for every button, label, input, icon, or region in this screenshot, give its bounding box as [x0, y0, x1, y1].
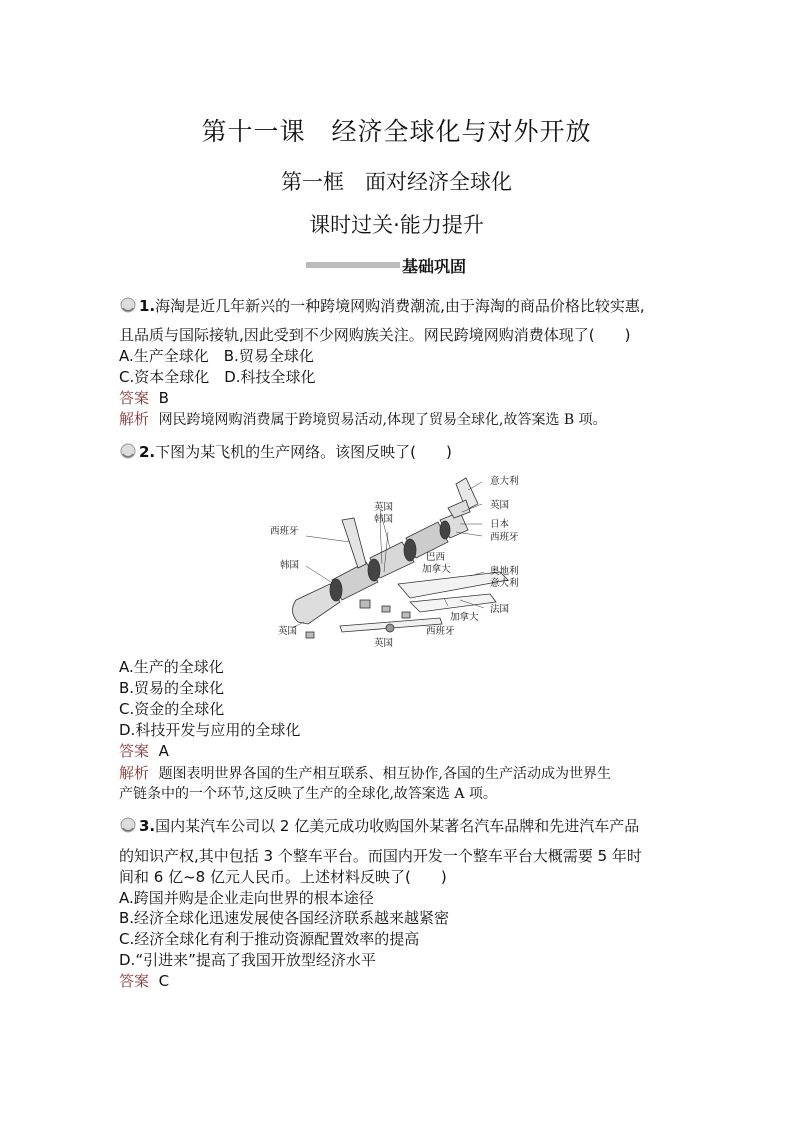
label-spain: 西班牙 [270, 526, 299, 537]
explanation-text: 题图表明世界各国的生产相互联系、相互协作,各国的生产活动成为世界生 [158, 766, 612, 782]
answer-value: A [158, 742, 169, 760]
q2-option-c: C.资金的全球化 [119, 700, 225, 718]
q1-options-line2: C.资本全球化 D.科技全球化 [119, 368, 316, 386]
label-france: 法国 [490, 604, 510, 615]
q3-answer [119, 971, 169, 991]
sub-title: 课时过关·能力提升 [309, 213, 484, 237]
section-label: 基础巩固 [402, 256, 467, 276]
q3-option-c: C.经济全球化有利于推动资源配置效率的提高 [119, 930, 420, 948]
q2-option-b: B.贸易的全球化 [119, 679, 225, 697]
explanation-text: 网民跨境网购消费属于跨境贸易活动,体现了贸易全球化,故答案选 B 项。 [158, 412, 607, 428]
answer-label: 答案 [119, 742, 150, 760]
explanation-label: 解析 [119, 764, 150, 782]
q2-option-a: A.生产的全球化 [119, 658, 224, 676]
q2-stem-line1 [119, 442, 452, 462]
q2-number: 2. [139, 443, 156, 461]
answer-value: B [158, 389, 169, 407]
question-bullet-icon [119, 816, 137, 834]
q3-stem-line1 [119, 816, 639, 836]
label-italy: 意大利 [490, 578, 519, 589]
label-austria: 奥地利 [490, 566, 519, 577]
q3-stem-line3: 间和 6 亿~8 亿元人民币。上述材料反映了( ) [119, 868, 447, 886]
lesson-title: 第十一课 经济全球化与对外开放 [201, 117, 592, 146]
q3-stem-text: 国内某汽车公司以 2 亿美元成功收购国外某著名汽车品牌和先进汽车产品 [155, 817, 640, 835]
q2-answer [119, 741, 169, 761]
q3-option-a: A.跨国并购是企业走向世界的根本途径 [119, 889, 374, 907]
label-uk: 英国 [374, 502, 394, 513]
label-korea: 韩国 [280, 560, 300, 571]
q1-answer [119, 388, 169, 408]
question-bullet-icon [119, 442, 137, 460]
explanation-label: 解析 [119, 410, 150, 428]
label-korea: 韩国 [374, 514, 394, 525]
q2-stem-text: 下图为某飞机的生产网络。该图反映了( ) [155, 443, 452, 461]
q1-stem-text: 海淘是近几年新兴的一种跨境网购消费潮流,由于海淘的商品价格比较实惠, [155, 297, 645, 315]
label-italy: 意大利 [490, 476, 519, 487]
q3-option-b: B.经济全球化迅速发展使各国经济联系越来越紧密 [119, 909, 450, 927]
label-brazil: 巴西 [426, 552, 446, 563]
section-header [306, 254, 466, 276]
q3-number: 3. [139, 817, 156, 835]
airplane-production-figure [270, 472, 532, 648]
label-canada: 加拿大 [450, 612, 479, 623]
q2-explanation-line2: 产链条中的一个环节,这反映了生产的全球化,故答案选 A 项。 [119, 786, 497, 802]
answer-label: 答案 [119, 389, 150, 407]
q2-option-d: D.科技开发与应用的全球化 [119, 721, 301, 739]
q1-number: 1. [139, 297, 156, 315]
label-canada: 加拿大 [422, 564, 451, 575]
frame-title: 第一框 面对经济全球化 [281, 170, 512, 194]
q1-options-line1: A.生产全球化 B.贸易全球化 [119, 347, 314, 365]
label-spain: 西班牙 [490, 532, 519, 543]
q1-explanation [119, 409, 607, 430]
q2-explanation-line1 [119, 763, 611, 784]
q1-stem-line1 [119, 296, 645, 316]
section-bar [306, 262, 400, 268]
label-japan: 日本 [490, 519, 510, 530]
question-bullet-icon [119, 296, 137, 314]
answer-value: C [158, 972, 170, 990]
q3-stem-line2: 的知识产权,其中包括 3 个整车平台。而国内开发一个整车平台大概需要 5 年时 [119, 847, 642, 865]
q3-option-d: D.“引进来”提高了我国开放型经济水平 [119, 951, 376, 969]
label-uk: 英国 [278, 626, 298, 637]
q1-stem-line2: 且品质与国际接轨,因此受到不少网购族关注。网民跨境网购消费体现了( ) [119, 326, 631, 344]
answer-label: 答案 [119, 972, 150, 990]
label-uk: 英国 [490, 500, 510, 511]
label-spain: 西班牙 [426, 626, 455, 637]
label-uk: 英国 [374, 638, 394, 648]
